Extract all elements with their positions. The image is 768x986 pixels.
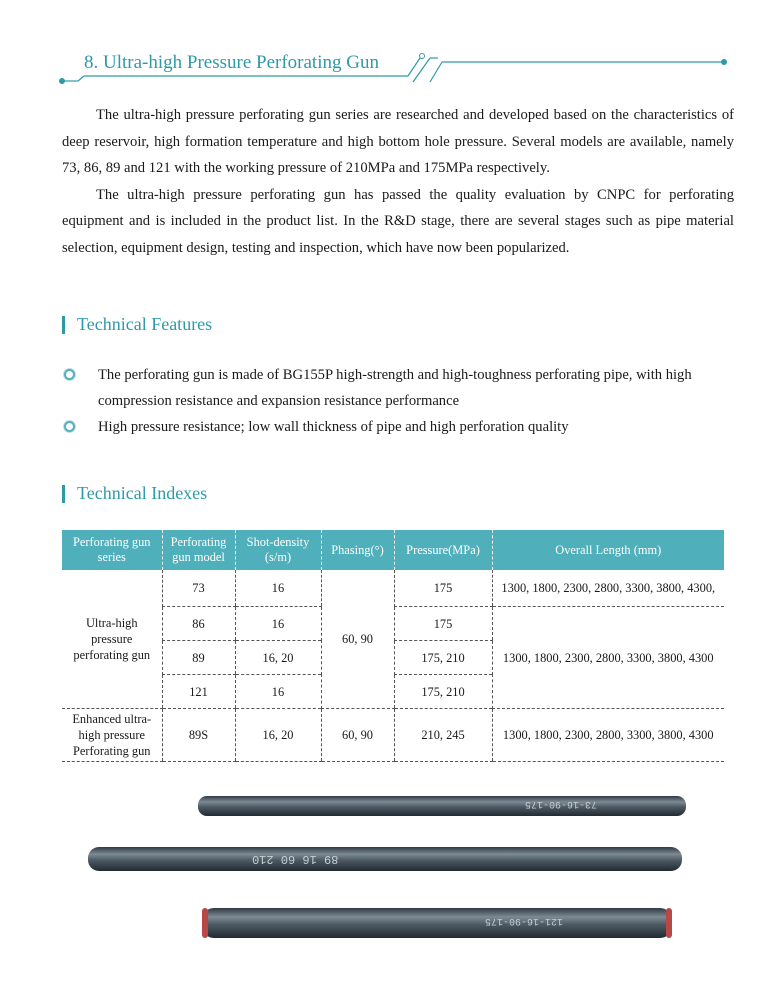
intro-text	[62, 102, 734, 261]
column-header: Perforating gun series	[62, 530, 162, 570]
pressure-cell: 175	[394, 570, 492, 607]
feature-text: The perforating gun is made of BG155P high-strength and high-toughness perforating pipe, with high compression resistance and expansion resistance performance	[98, 367, 692, 409]
model-cell: 73	[162, 570, 235, 607]
table-row	[62, 570, 724, 607]
pressure-cell: 175, 210	[394, 641, 492, 675]
perforating-gun-photo	[0, 780, 768, 960]
engraving-text: 73-16-90-175	[525, 798, 598, 809]
model-cell: 121	[162, 675, 235, 709]
feature-item	[62, 414, 734, 440]
column-header: Shot-density (s/m)	[235, 530, 321, 570]
feature-list	[62, 362, 734, 440]
technical-features-title: Technical Features	[77, 314, 213, 334]
section-title: 8. Ultra-high Pressure Perforating Gun	[84, 52, 379, 73]
phasing-cell: 60, 90	[321, 570, 394, 709]
column-header: Phasing(°)	[321, 530, 394, 570]
column-header: Overall Length (mm)	[492, 530, 724, 570]
length-cell: 1300, 1800, 2300, 2800, 3300, 3800, 4300	[492, 709, 724, 762]
technical-indexes-table	[62, 530, 724, 762]
table-header-row	[62, 530, 724, 570]
intro-paragraph: The ultra-high pressure perforating gun has passed the quality evaluation by CNPC for perforating equipment and is included in the product list. In the R&D stage, there are several stages such as pipe material selection, equipment design, testing and inspection, which have now been popularized.	[62, 186, 734, 256]
column-header: Pressure(MPa)	[394, 530, 492, 570]
phasing-cell: 60, 90	[321, 709, 394, 762]
pipe-3	[202, 908, 672, 938]
section-header	[58, 46, 730, 86]
density-cell: 16	[235, 675, 321, 709]
technical-features-heading	[62, 314, 212, 335]
heading-bar	[62, 485, 65, 503]
pipe-1	[198, 796, 686, 816]
feature-item	[62, 362, 734, 414]
density-cell: 16	[235, 570, 321, 607]
technical-indexes-title: Technical Indexes	[77, 483, 208, 503]
series-cell: Ultra-high pressure perforating gun	[62, 570, 162, 709]
feature-text: High pressure resistance; low wall thickness of pipe and high perforation quality	[98, 419, 569, 435]
density-cell: 16	[235, 607, 321, 641]
pressure-cell: 175	[394, 607, 492, 641]
column-header: Perforating gun model	[162, 530, 235, 570]
model-cell: 89S	[162, 709, 235, 762]
pipe-2	[88, 847, 682, 871]
length-cell: 1300, 1800, 2300, 2800, 3300, 3800, 4300,	[492, 570, 724, 607]
technical-indexes-heading	[62, 483, 207, 504]
bullet-icon	[62, 362, 98, 388]
engraving-text: 89 16 60 210	[252, 852, 339, 866]
length-cell: 1300, 1800, 2300, 2800, 3300, 3800, 4300	[492, 607, 724, 709]
intro-paragraph: The ultra-high pressure perforating gun series are researched and developed based on the characteristics of deep reservoir, high formation temperature and high bottom hole pressure. Several models are available, namely 73, 86, 89 and 121 with the working pressure of 210MPa and 175MPa respectively.	[62, 107, 734, 176]
pressure-cell: 175, 210	[394, 675, 492, 709]
density-cell: 16, 20	[235, 709, 321, 762]
table-row	[62, 709, 724, 762]
engraving-text: 121-16-90-175	[485, 915, 564, 926]
density-cell: 16, 20	[235, 641, 321, 675]
heading-bar	[62, 316, 65, 334]
model-cell: 89	[162, 641, 235, 675]
bullet-icon	[62, 414, 98, 440]
pressure-cell: 210, 245	[394, 709, 492, 762]
model-cell: 86	[162, 607, 235, 641]
series-cell: Enhanced ultra-high pressure Perforating gun	[62, 709, 162, 762]
